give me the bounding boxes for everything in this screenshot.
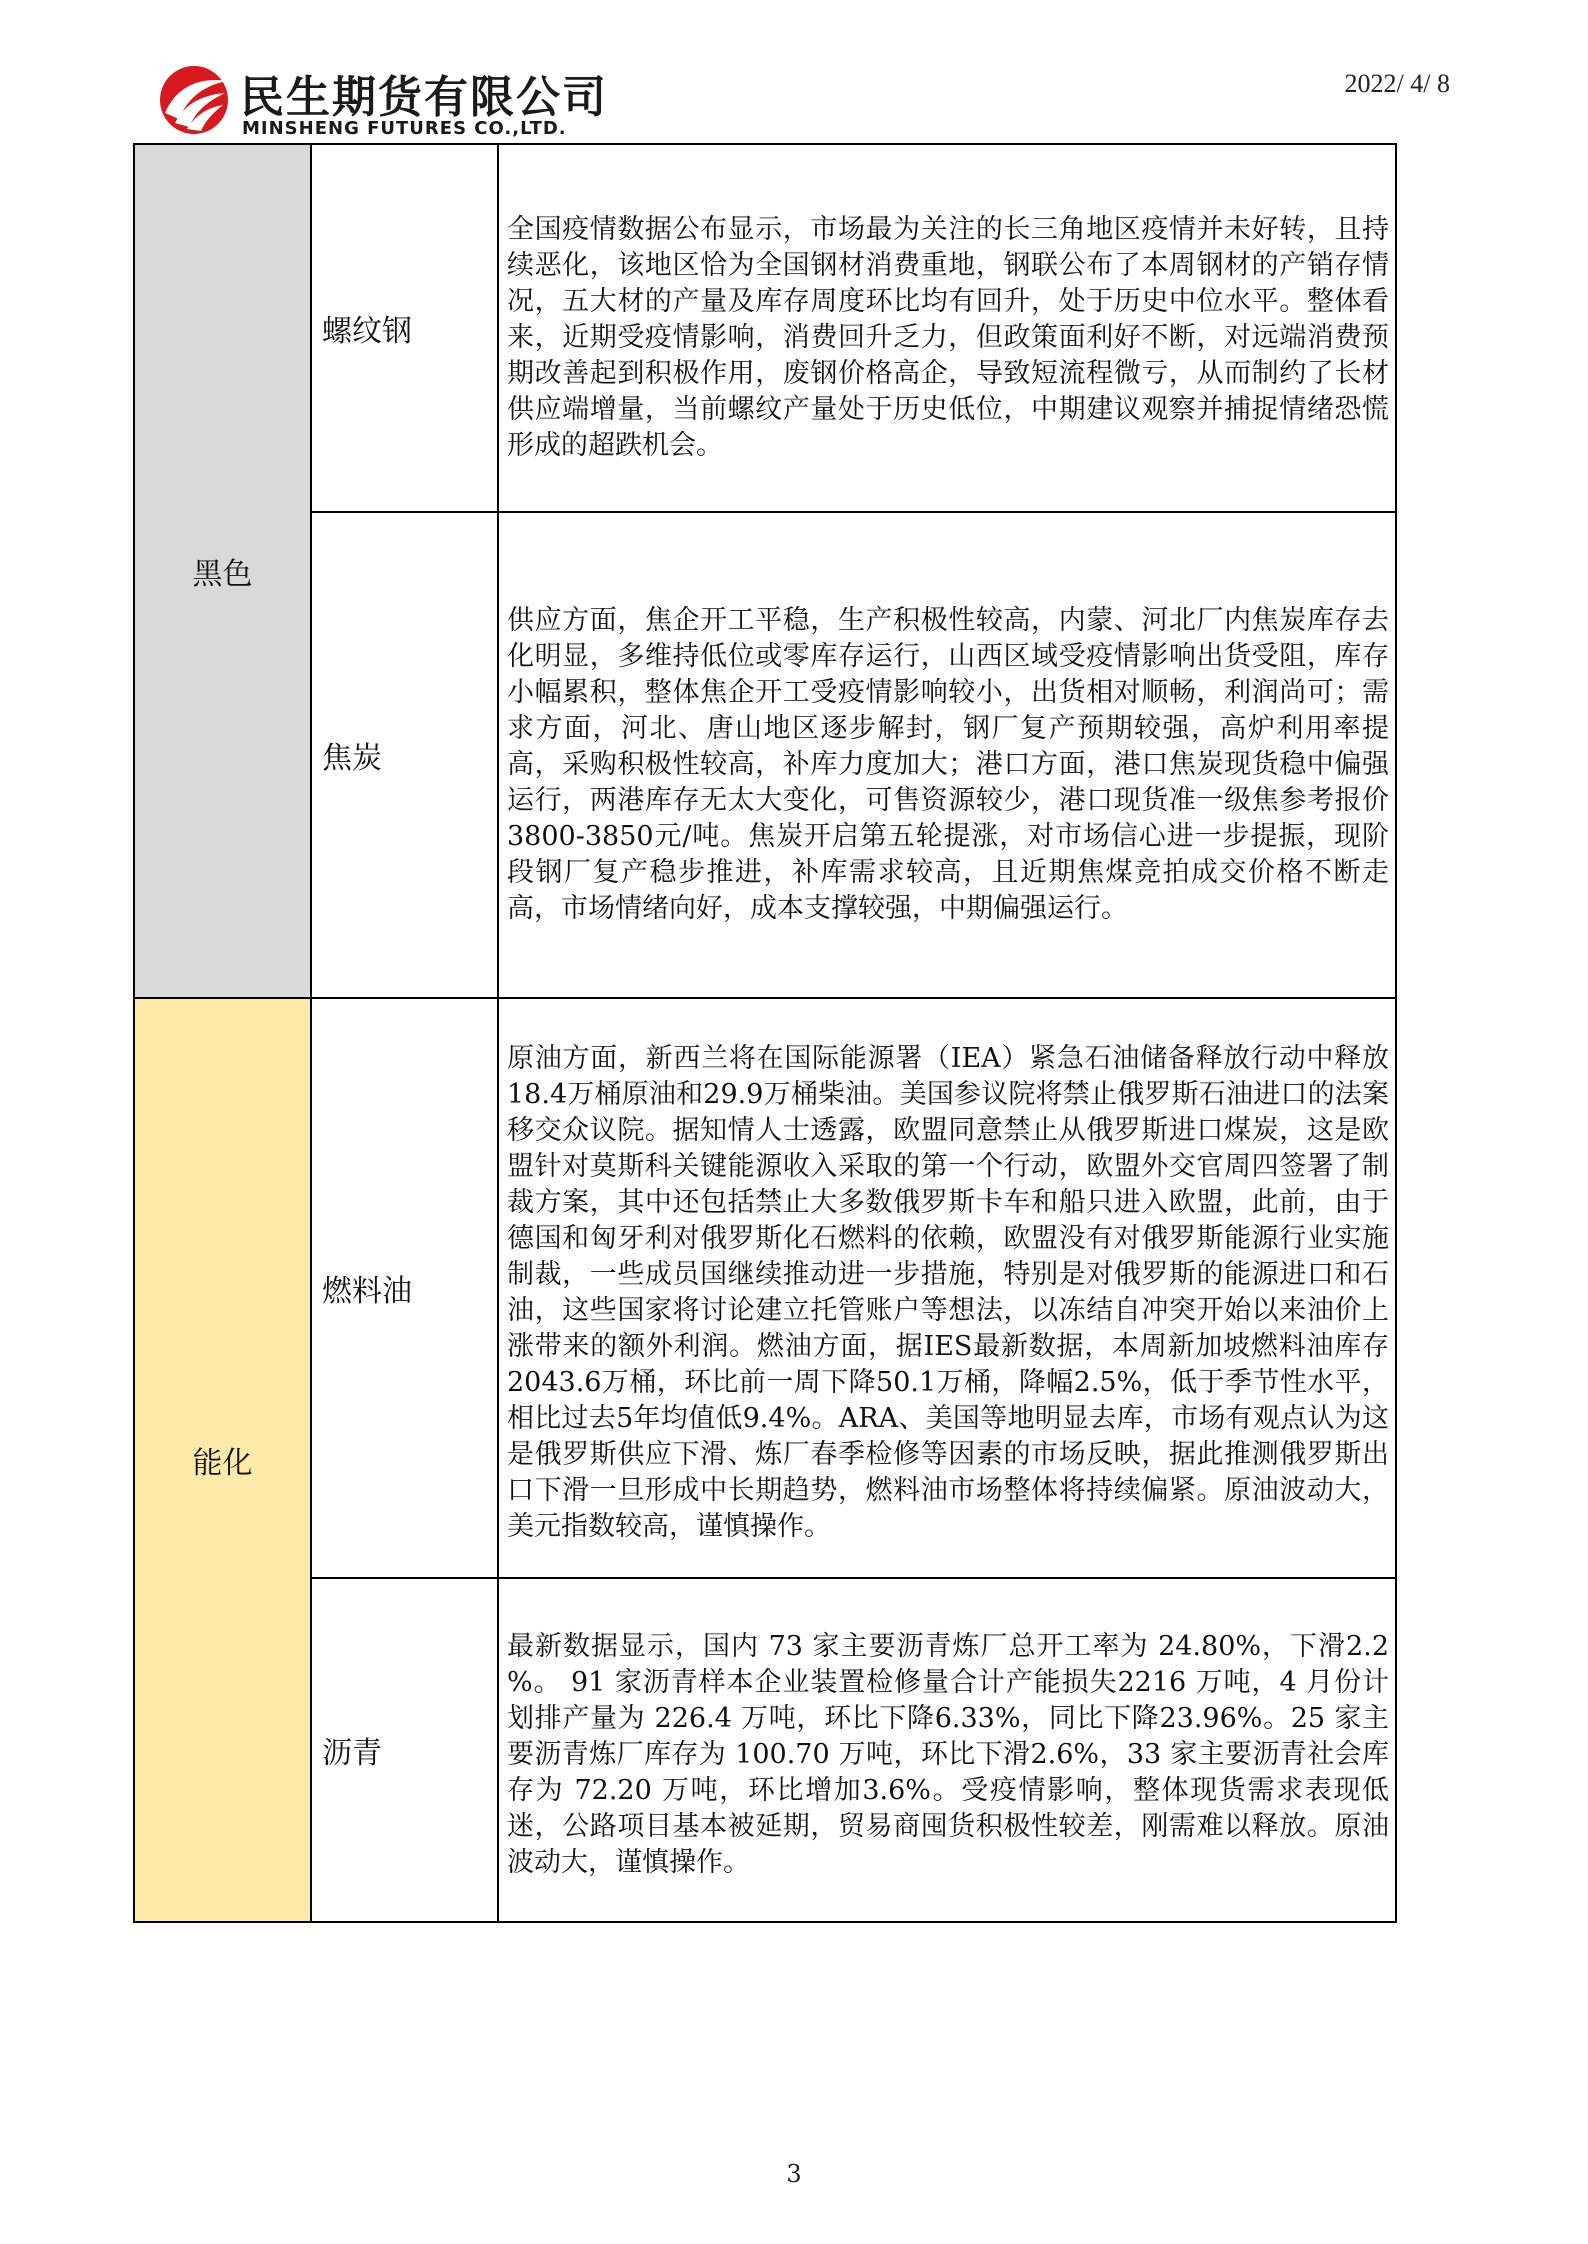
product-cell: 燃料油 — [311, 998, 498, 1578]
minsheng-logo-icon — [157, 63, 231, 137]
table-row — [134, 998, 1396, 1578]
report-date: 2022/ 4/ 8 — [1344, 69, 1450, 98]
table-row — [134, 512, 1396, 998]
commentary-cell — [498, 1578, 1396, 1922]
page-header — [150, 55, 1450, 145]
commentary-text: 供应方面，焦企开工平稳，生产积极性较高，内蒙、河北厂内焦炭库存去化明显，多维持低位或零库存运行，山西区域受疫情影响出货受阻，库存小幅累积，整体焦企开工受疫情影响较小，出货相对顺畅，利润尚可；需求方面，河北、唐山地区逐步解封，钢厂复产预期较强，高炉利用率提高，采购积极性较高，补库力度加大；港口方面，港口焦炭现货稳中偏强运行，两港库存无太大变化，可售资源较少，港口现货准一级焦参考报价3800-3850元/吨。焦炭开启第五轮提涨，对市场信心进一步提振，现阶段钢厂复产稳步推进，补库需求较高，且近期焦煤竞拍成交价格不断走高，市场情绪向好，成本支撑较强，中期偏强运行。 — [507, 605, 1389, 924]
table-row — [134, 1578, 1396, 1922]
table-row — [134, 144, 1396, 512]
page-number: 3 — [786, 2160, 802, 2188]
product-cell: 沥青 — [311, 1578, 498, 1922]
product-cell: 焦炭 — [311, 512, 498, 998]
commentary-text: 全国疫情数据公布显示，市场最为关注的长三角地区疫情并未好转，且持续恶化，该地区恰为全国钢材消费重地，钢联公布了本周钢材的产销存情况，五大材的产量及库存周度环比均有回升，处于历史中位水平。整体看来，近期受疫情影响，消费回升乏力，但政策面利好不断，对远端消费预期改善起到积极作用，废钢价格高企，导致短流程微亏，从而制约了长材供应端增量，当前螺纹产量处于历史低位，中期建议观察并捕捉情绪恐慌形成的超跌机会。 — [507, 214, 1389, 461]
commodity-commentary-table — [133, 143, 1397, 1923]
commentary-cell — [498, 512, 1396, 998]
commentary-cell — [498, 998, 1396, 1578]
company-name-en: MINSHENG FUTURES CO.,LTD. — [242, 118, 567, 139]
commentary-text: 最新数据显示，国内 73 家主要沥青炼厂总开工率为 24.80%，下滑2.2 %。 91 家沥青样本企业装置检修量合计产能损失2216 万吨，4 月份计划排产量为 226.4 万吨，环比下降6.33%，同比下降23.96%。25 家主要沥青炼厂库存为 100.70 万吨，环比下滑2.6%，33 家主要沥青社会库存为 72.20 万吨，环比增加3.6%。受疫情影响，整体现货需求表现低迷，公路项目基本被延期，贸易商囤货积极性较差，刚需难以释放。原油波动大，谨慎操作。 — [507, 1631, 1389, 1878]
sector-cell: 能化 — [134, 998, 311, 1922]
commentary-text: 原油方面，新西兰将在国际能源署（IEA）紧急石油储备释放行动中释放18.4万桶原油和29.9万桶柴油。美国参议院将禁止俄罗斯石油进口的法案移交众议院。据知情人士透露，欧盟同意禁止从俄罗斯进口煤炭，这是欧盟针对莫斯科关键能源收入采取的第一个行动，欧盟外交官周四签署了制裁方案，其中还包括禁止大多数俄罗斯卡车和船只进入欧盟，此前，由于德国和匈牙利对俄罗斯化石燃料的依赖，欧盟没有对俄罗斯能源行业实施制裁，一些成员国继续推动进一步措施，特别是对俄罗斯的能源进口和石油，这些国家将讨论建立托管账户等想法，以冻结自冲突开始以来油价上涨带来的额外利润。燃油方面，据IES最新数据，本周新加坡燃料油库存2043.6万桶，环比前一周下降50.1万桶，降幅2.5%，低于季节性水平，相比过去5年均值低9.4%。ARA、美国等地明显去库，市场有观点认为这是俄罗斯供应下滑、炼厂春季检修等因素的市场反映，据此推测俄罗斯出口下滑一旦形成中长期趋势，燃料油市场整体将持续偏紧。原油波动大，美元指数较高，谨慎操作。 — [507, 1043, 1389, 1542]
commentary-cell — [498, 144, 1396, 512]
product-cell: 螺纹钢 — [311, 144, 498, 512]
sector-cell: 黑色 — [134, 144, 311, 998]
company-name-cn: 民生期货有限公司 — [240, 72, 608, 123]
